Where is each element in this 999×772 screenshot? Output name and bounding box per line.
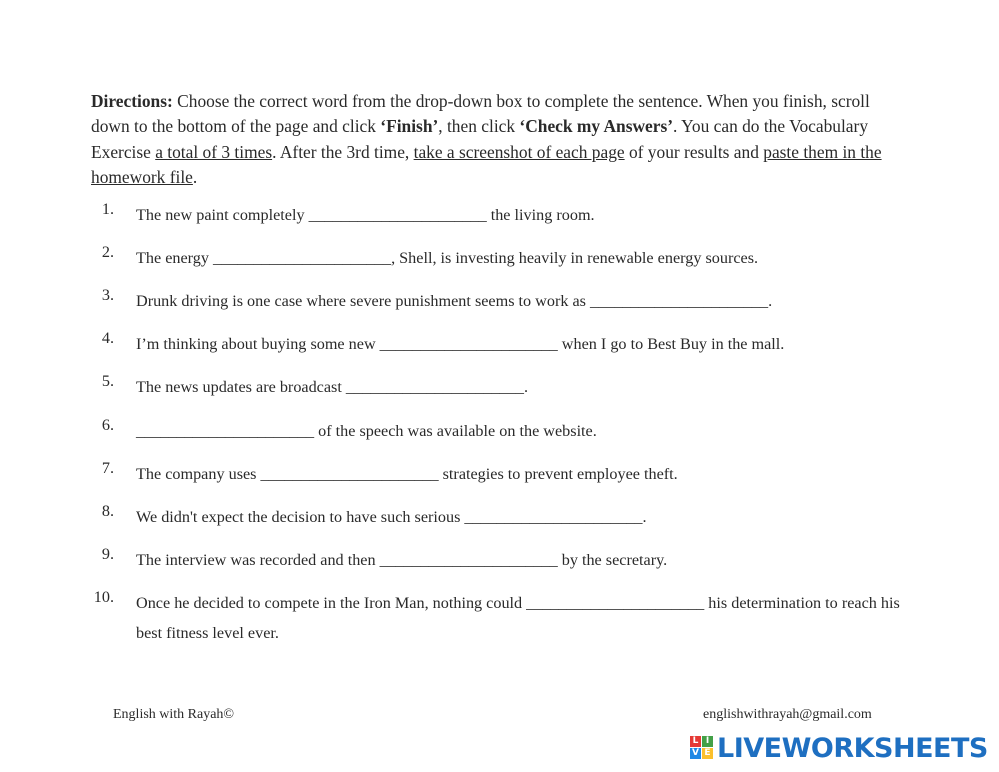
question-sentence: The company uses ______________________ strategies to prevent employee theft. (136, 465, 678, 483)
check-answers-keyword: ‘Check my Answers’ (519, 116, 674, 137)
question-sentence: The interview was recorded and then ______________________ by the secretary. (136, 551, 668, 569)
question-sentence: The energy ______________________, Shell, is investing heavily in renewable energy sources. (136, 249, 759, 267)
question-sentence: ______________________ of the speech was available on the website. (136, 422, 597, 440)
directions-text-2: , then click (438, 116, 520, 137)
logo-icon-letter: I (702, 736, 713, 747)
homework-note: paste them in the homework file (91, 141, 882, 187)
question-number: 8. (101, 502, 114, 520)
question-sentence: The news updates are broadcast ______________________. (136, 378, 529, 396)
question-number: 9. (101, 545, 114, 563)
question-sentence: Once he decided to compete in the Iron Man, nothing could ______________________ his determination to reach his best fitness level ever. (136, 594, 900, 642)
question-sentence: We didn't expect the decision to have such serious ______________________. (136, 508, 647, 526)
logo-icon-letter: E (702, 748, 713, 759)
directions-text-5: of your results and (624, 141, 764, 162)
question-sentence: The new paint completely ______________________ the living room. (136, 206, 595, 224)
question-number: 2. (101, 243, 114, 261)
question-number: 6. (101, 416, 114, 434)
liveworksheets-logo[interactable] (690, 733, 988, 763)
question-number: 3. (101, 286, 114, 304)
question-sentence: Drunk driving is one case where severe punishment seems to work as ______________________. (136, 292, 773, 310)
directions-text-3: . You can do the Vocabulary Exercise (91, 116, 869, 162)
finish-keyword: ‘Finish’ (380, 116, 439, 137)
question-sentence: I’m thinking about buying some new ______________________ when I go to Best Buy in the mall. (136, 335, 785, 353)
question-number: 5. (101, 372, 114, 390)
question-number: 4. (101, 329, 114, 347)
logo-icon-letter: V (690, 748, 701, 759)
directions-label: Directions: (91, 91, 173, 111)
directions-paragraph (91, 89, 911, 190)
directions-text-4: . After the 3rd time, (272, 141, 414, 162)
question-number: 1. (101, 200, 114, 218)
question-number: 10. (93, 588, 114, 606)
screenshot-note: take a screenshot of each page (413, 141, 625, 162)
attempts-note: a total of 3 times (155, 141, 273, 162)
liveworksheets-logo-icon (690, 736, 714, 760)
question-number: 7. (101, 459, 114, 477)
logo-icon-letter: L (690, 736, 701, 747)
footer-email: englishwithrayah@gmail.com (703, 707, 872, 722)
liveworksheets-logo-text: LIVEWORKSHEETS (717, 732, 988, 764)
directions-text-6: . (192, 166, 198, 187)
directions-text-1: Choose the correct word from the drop-down box to complete the sentence. When you finish, scroll down to the bottom of the page and click (91, 91, 870, 137)
footer-copyright: English with Rayah© (113, 707, 235, 722)
